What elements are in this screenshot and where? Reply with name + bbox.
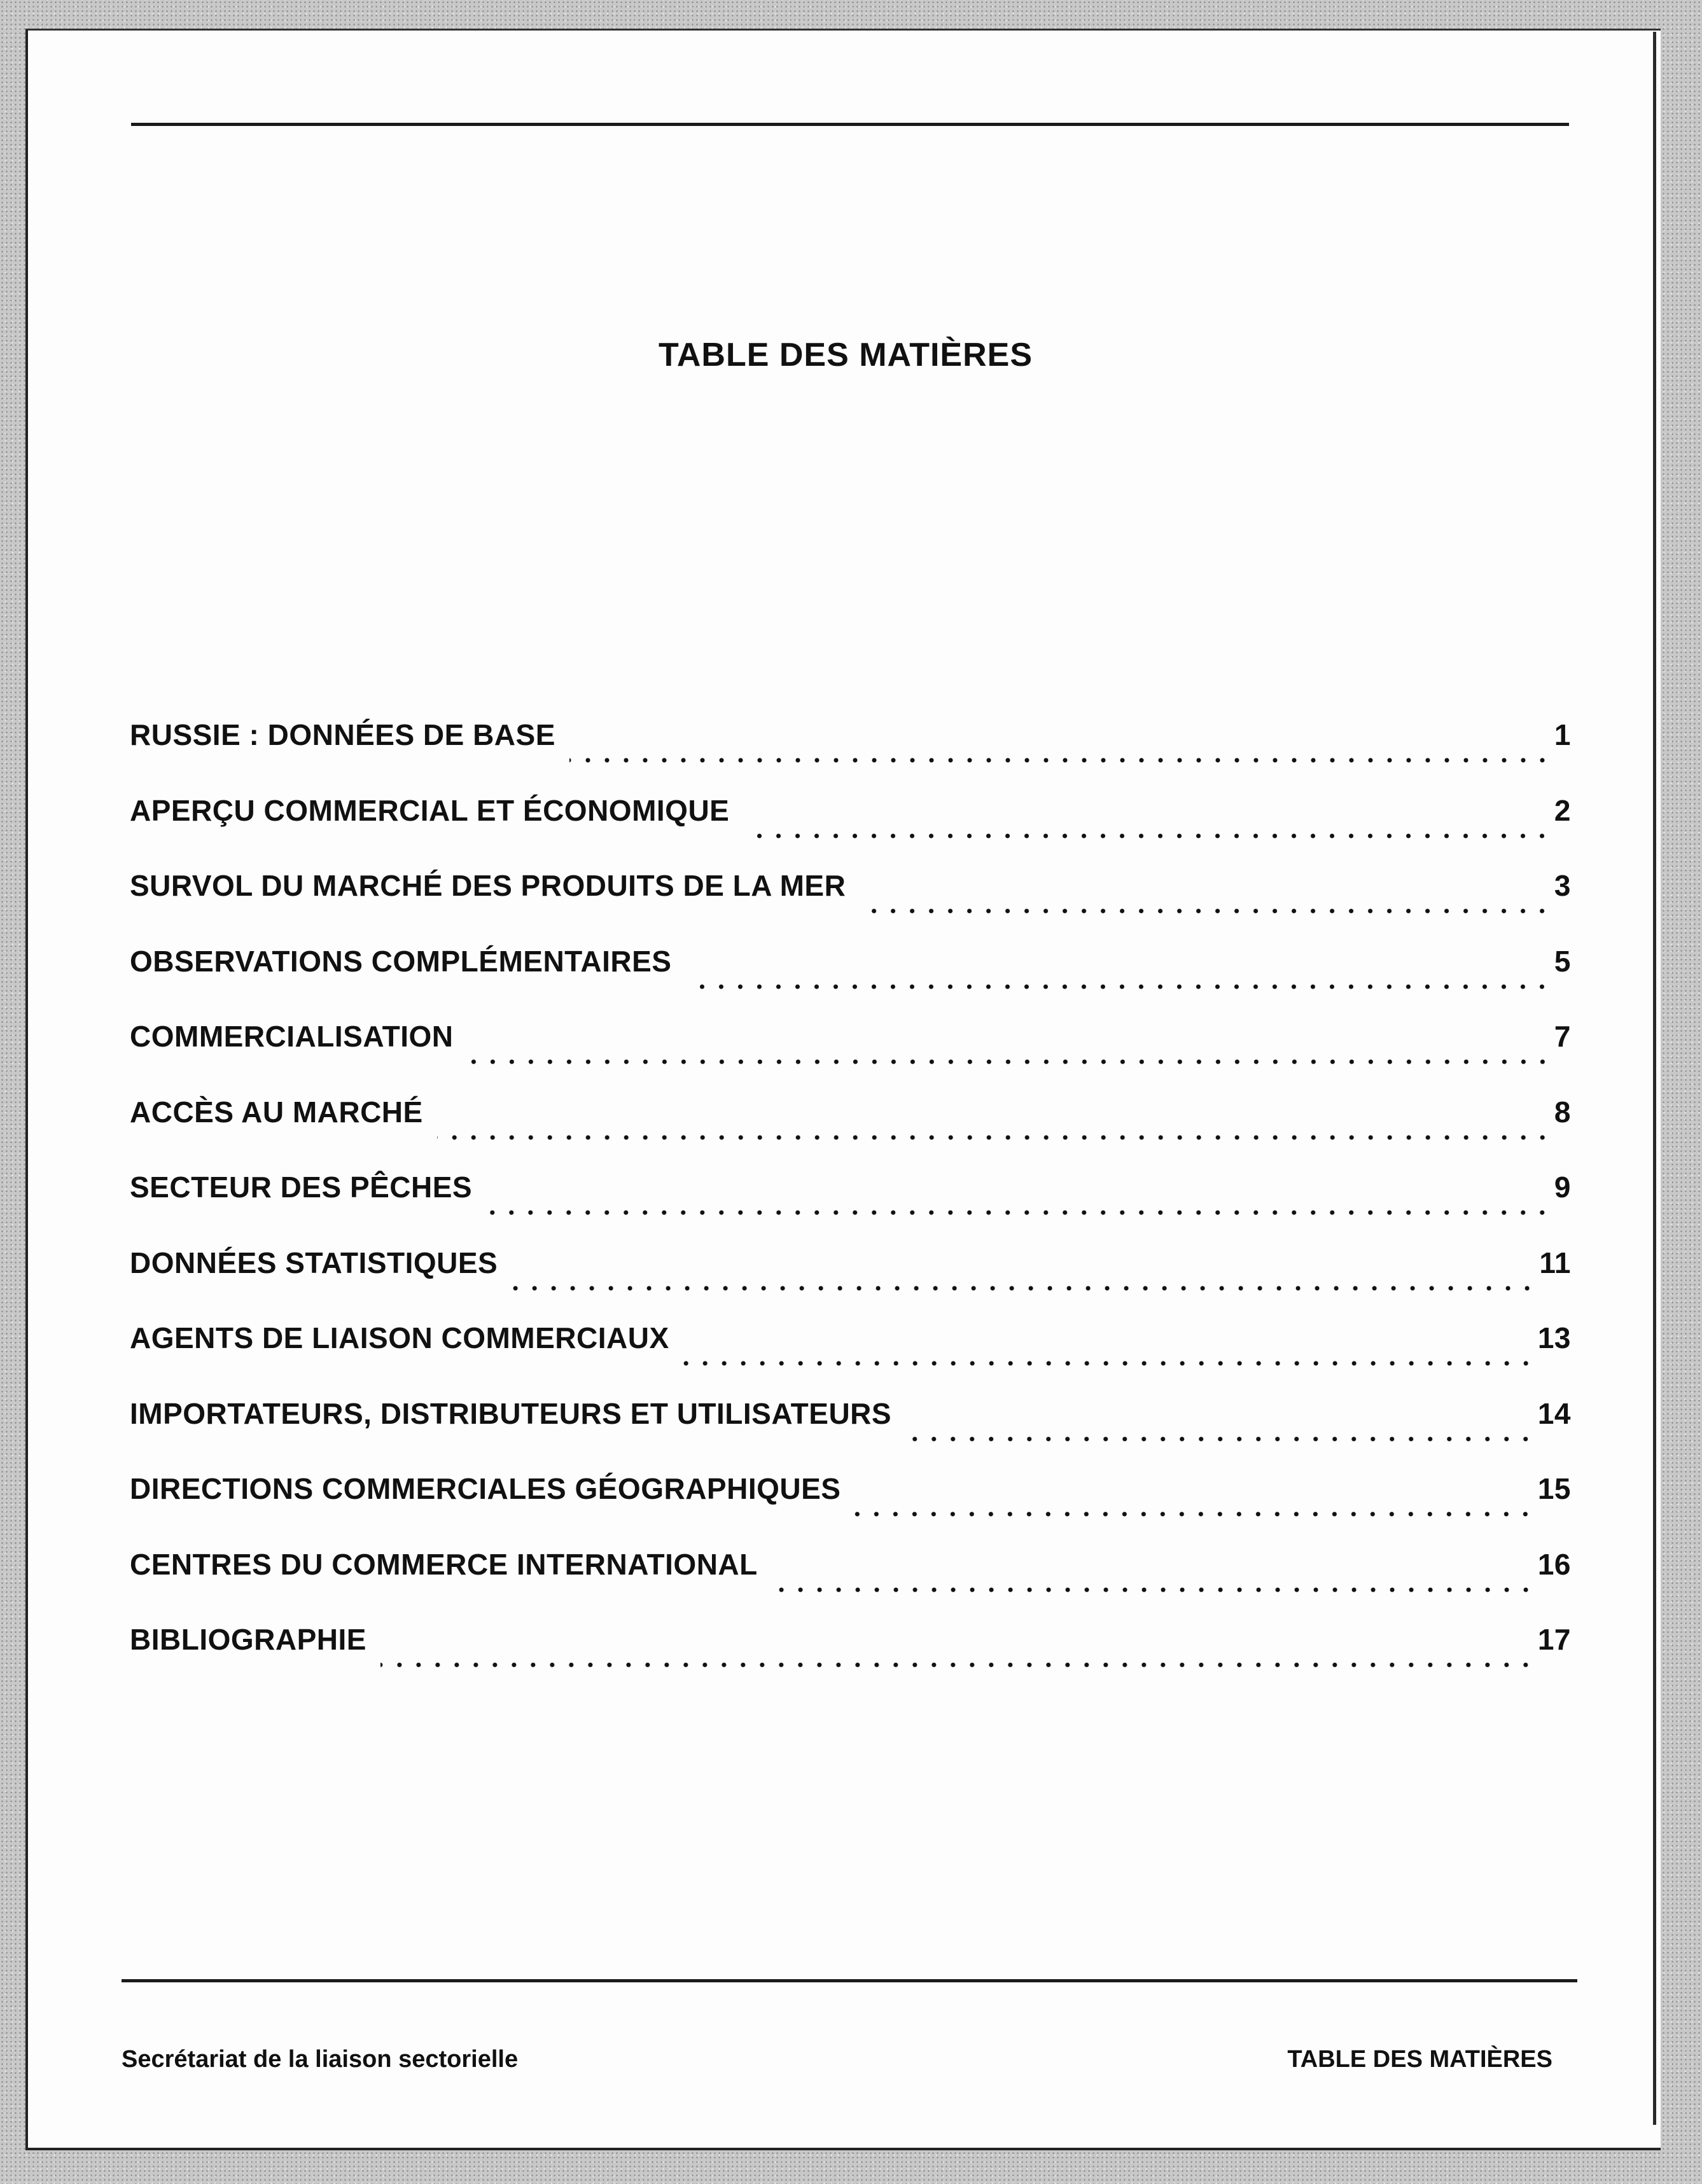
toc-entry[interactable] (130, 718, 1571, 793)
dot-leader (486, 1209, 1552, 1216)
toc-entry[interactable] (130, 1246, 1571, 1321)
toc-entry-label: CENTRES DU COMMERCE INTERNATIONAL (130, 1547, 758, 1581)
toc-entry-label: COMMERCIALISATION (130, 1020, 454, 1053)
toc-entry-label: SECTEUR DES PÊCHES (130, 1171, 473, 1204)
toc-entry[interactable] (130, 1622, 1571, 1698)
dot-leader (743, 833, 1552, 839)
toc-entry-page: 11 (1539, 1246, 1571, 1279)
toc-entry-page: 13 (1537, 1321, 1571, 1354)
bottom-rule (122, 1979, 1577, 1982)
toc-entry-label: BIBLIOGRAPHIE (130, 1623, 366, 1656)
toc-entry[interactable] (130, 868, 1571, 944)
toc-entry[interactable] (130, 1095, 1571, 1171)
toc-entry[interactable] (130, 1396, 1571, 1472)
toc-entry[interactable] (130, 1471, 1571, 1547)
toc-entry-label: DIRECTIONS COMMERCIALES GÉOGRAPHIQUES (130, 1472, 841, 1505)
dot-leader (468, 1059, 1552, 1065)
page-title: TABLE DES MATIÈRES (658, 337, 1033, 373)
toc-entry-page: 3 (1554, 869, 1571, 902)
toc-entry-label: OBSERVATIONS COMPLÉMENTAIRES (130, 944, 672, 978)
top-rule (131, 123, 1569, 126)
toc-entry-page: 15 (1537, 1472, 1571, 1505)
toc-entry-label: APERÇU COMMERCIAL ET ÉCONOMIQUE (130, 793, 730, 827)
page-edge (1653, 32, 1656, 2125)
dot-leader (772, 1587, 1535, 1593)
document-page (25, 29, 1661, 2150)
toc-entry[interactable] (130, 793, 1571, 869)
toc-entry-page: 1 (1554, 718, 1571, 751)
dot-leader (437, 1134, 1552, 1141)
toc-entry-label: RUSSIE : DONNÉES DE BASE (130, 718, 555, 751)
toc-entry[interactable] (130, 1547, 1571, 1623)
toc-entry-label: DONNÉES STATISTIQUES (130, 1246, 498, 1279)
toc-entry-page: 16 (1537, 1547, 1571, 1581)
dot-leader (685, 984, 1551, 990)
toc-entry[interactable] (130, 1170, 1571, 1246)
dot-leader (683, 1360, 1535, 1367)
dot-leader (905, 1436, 1535, 1442)
footer-organization: Secrétariat de la liaison sectorielle (122, 2046, 519, 2073)
toc-entry-label: SURVOL DU MARCHÉ DES PRODUITS DE LA MER (130, 869, 846, 902)
dot-leader (380, 1662, 1535, 1668)
footer-section-title: TABLE DES MATIÈRES (1287, 2046, 1552, 2073)
toc-entry-page: 5 (1554, 944, 1571, 978)
dot-leader (854, 1511, 1535, 1517)
toc-entry-label: IMPORTATEURS, DISTRIBUTEURS ET UTILISATEURS (130, 1396, 892, 1430)
toc-entry[interactable] (130, 944, 1571, 1020)
toc-entry[interactable] (130, 1321, 1571, 1396)
toc-entry-page: 2 (1554, 793, 1571, 827)
toc-entry[interactable] (130, 1019, 1571, 1095)
table-of-contents (130, 718, 1571, 1698)
dot-leader (860, 908, 1552, 914)
dot-leader (512, 1285, 1537, 1291)
toc-entry-label: ACCÈS AU MARCHÉ (130, 1095, 423, 1129)
toc-entry-label: AGENTS DE LIAISON COMMERCIAUX (130, 1321, 669, 1354)
toc-entry-page: 17 (1537, 1623, 1571, 1656)
toc-entry-page: 9 (1554, 1171, 1571, 1204)
toc-entry-page: 14 (1537, 1396, 1571, 1430)
dot-leader (569, 757, 1552, 763)
toc-entry-page: 7 (1554, 1020, 1571, 1053)
toc-entry-page: 8 (1554, 1095, 1571, 1129)
